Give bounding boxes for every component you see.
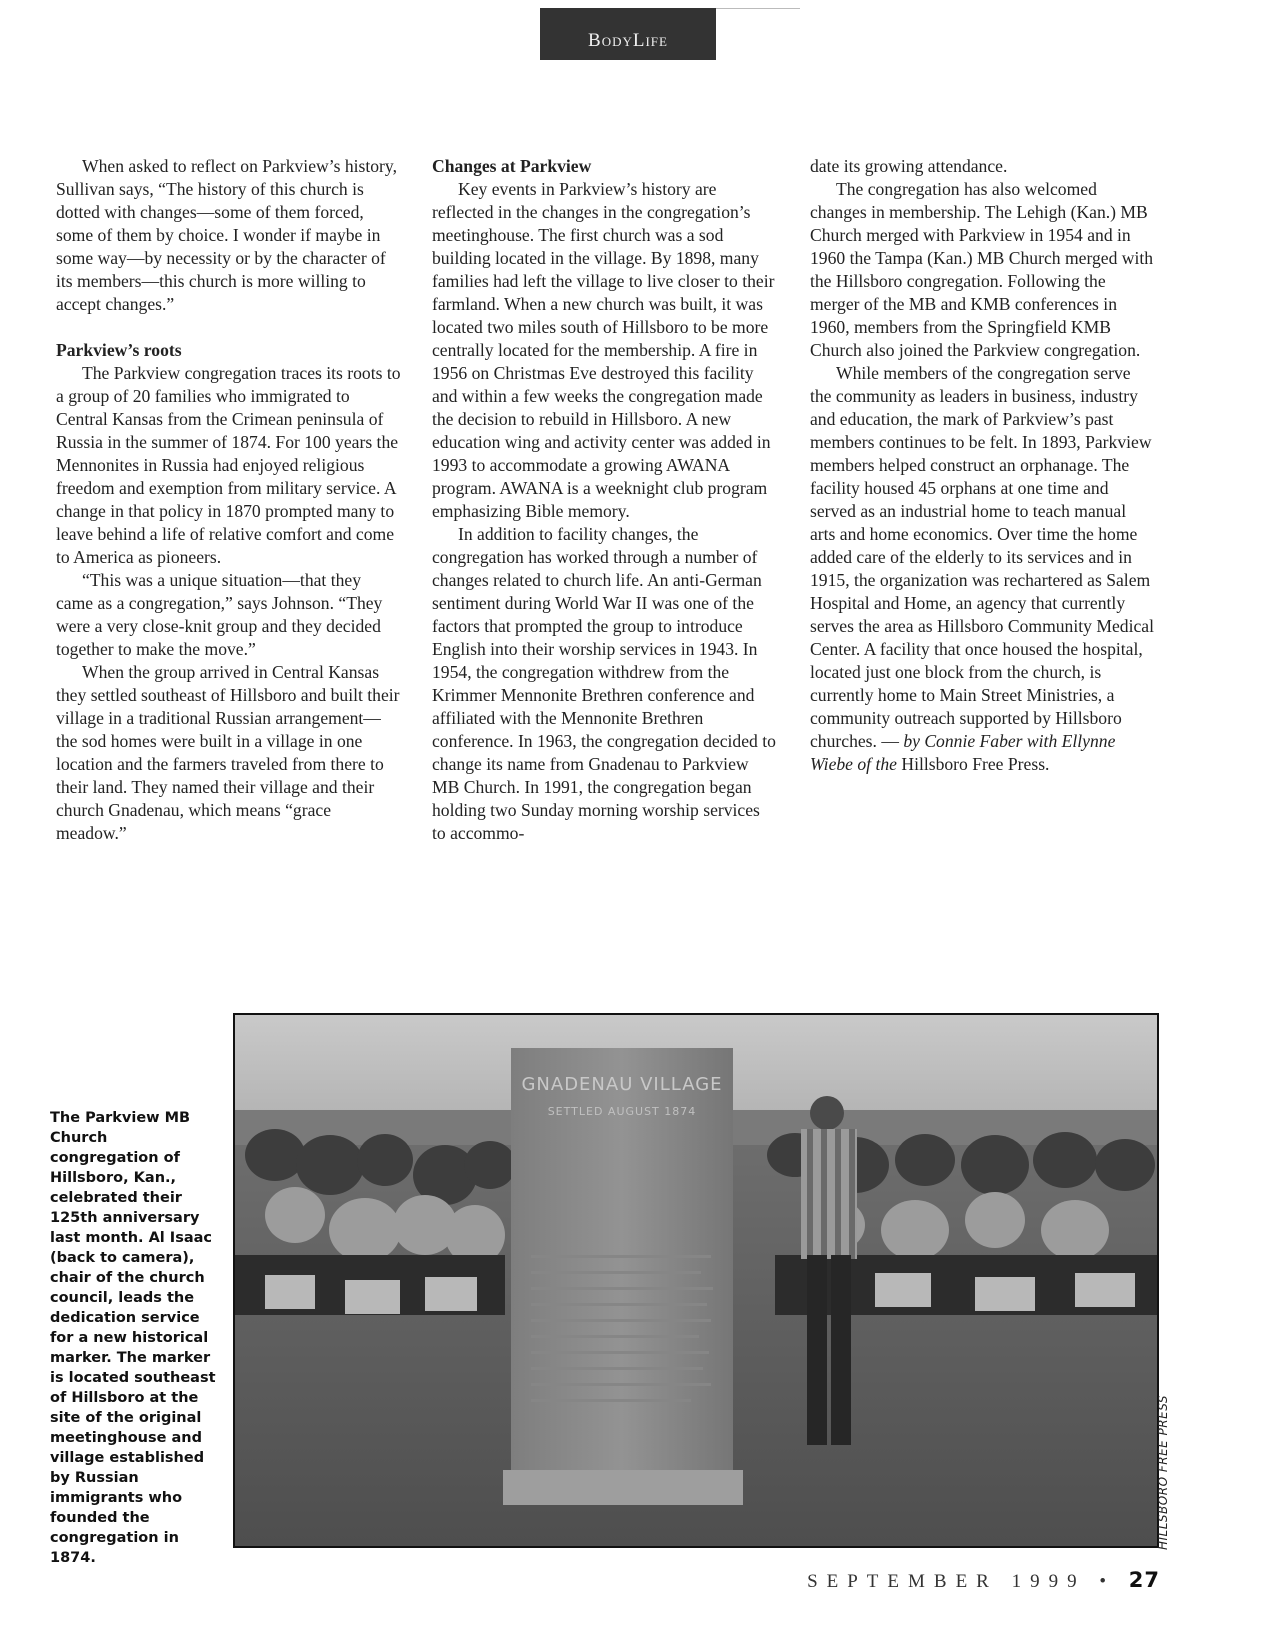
paragraph: The Parkview congregation traces its roots to a group of 20 families who immigrated to Central Kansas from the Crimean peninsula of Russia in the summer of 1874. For 100 years the Mennonites in Russia had enjoyed religious freedom and exemption from military service. A change in that policy in 1870 prompted many to leave behind a life of relative comfort and come to America as pioneers. bbox=[56, 363, 401, 567]
photo bbox=[233, 1013, 1159, 1548]
page-footer bbox=[790, 1568, 1160, 1593]
photo-illustration bbox=[235, 1015, 1157, 1546]
monument-inscription-title: GNADENAU VILLAGE bbox=[521, 1074, 723, 1095]
photo-caption: The Parkview MB Church congregation of Hillsboro, Kan., celebrated their 125th anniversary last month. Al Isaac (back to camera), chair of the church council, leads the dedication service for a new historical marker. The marker is located southeast of Hillsboro at the site of the original meetinghouse and village established by Russian immigrants who founded the congregation in 1874. bbox=[50, 1110, 216, 1566]
section-heading-changes: Changes at Parkview bbox=[432, 156, 592, 176]
section-heading-roots: Parkview’s roots bbox=[56, 340, 182, 360]
paragraph: In addition to facility changes, the congregation has worked through a number of changes related to church life. An anti-German sentiment during World War II was one of the factors that prompted the group to introduce English into their worship services in 1943. In 1954, the congregation withdrew from the Krimmer Mennonite Brethren conference and affiliated with the Mennonite Brethren conference. In 1963, the congregation decided to change its name from Gnadenau to Parkview MB Church. In 1991, the congregation began holding two Sunday morning worship services to accommo- bbox=[432, 524, 776, 843]
paragraph: When the group arrived in Central Kansas they settled southeast of Hillsboro and built their village in a traditional Russian arrangement—the sod homes were built in a village in one location and the farmers traveled from there to their land. They named their village and their church Gnadenau, which means “grace meadow.” bbox=[56, 662, 400, 843]
column-2 bbox=[432, 155, 777, 845]
paragraph-text: While members of the congregation serve the community as leaders in business, industry and education, the mark of Parkview’s past members continues to be felt. In 1893, Parkview members helped construct an orphanage. The facility housed 45 orphans at one time and served as an industrial home to teach manual arts and home economics. Over time the home added care of the elderly to its services and in 1915, the organization was rechartered as Salem Hospital and Home, an agency that currently serves the area as Hillsboro Community Medical Center. A facility that once housed the hospital, located just one block from the church, is currently home to Main Street Ministries, a community outreach supported by Hillsboro churches. bbox=[810, 363, 1154, 751]
column-1 bbox=[56, 155, 401, 845]
paragraph: date its growing attendance. bbox=[810, 156, 1008, 176]
paragraph: The congregation has also welcomed changes in membership. The Lehigh (Kan.) MB Church merged with Parkview in 1954 and in 1960 the Tampa (Kan.) MB Church merged with the Hillsboro congregation. Following the merger of the MB and KMB conferences in 1960, members from the Springfield KMB Church also joined the Parkview congregation. bbox=[810, 179, 1154, 360]
byline-source: Hillsboro Free Press. bbox=[896, 754, 1050, 774]
byline-separator: — bbox=[876, 731, 904, 751]
issue-date: SEPTEMBER 1999 • bbox=[807, 1571, 1116, 1592]
monument-inscription-subtitle: SETTLED AUGUST 1874 bbox=[547, 1105, 697, 1118]
byline: by Connie Faber with Ellynne Wiebe of the bbox=[810, 731, 1116, 774]
paragraph: When asked to reflect on Parkview’s history, Sullivan says, “The history of this church is dotted with changes—some of them forced, some of them by choice. I wonder if maybe in some way—by necessity or by the character of its members—this church is more willing to accept changes.” bbox=[56, 156, 397, 314]
column-3 bbox=[810, 155, 1155, 776]
paragraph: “This was a unique situation—that they came as a congregation,” says Johnson. “They were a very close-knit group and they decided together to make the move.” bbox=[56, 570, 383, 659]
paragraph bbox=[810, 362, 1155, 776]
page-number: 27 bbox=[1128, 1568, 1160, 1592]
photo-credit: HILLSBORO FREE PRESS bbox=[1156, 1394, 1170, 1550]
paragraph: Key events in Parkview’s history are reflected in the changes in the congregation’s meetinghouse. The first church was a sod building located in the village. By 1898, many families had left the village to live closer to their farmland. When a new church was built, it was located two miles south of Hillsboro to be more centrally located for the membership. A fire in 1956 on Christmas Eve destroyed this facility and within a few weeks the congregation made the decision to rebuild in Hillsboro. A new education wing and activity center was added in 1993 to accommodate a growing AWANA program. AWANA is a weeknight club program emphasizing Bible memory. bbox=[432, 179, 775, 521]
section-tab: BodyLife bbox=[540, 8, 716, 60]
